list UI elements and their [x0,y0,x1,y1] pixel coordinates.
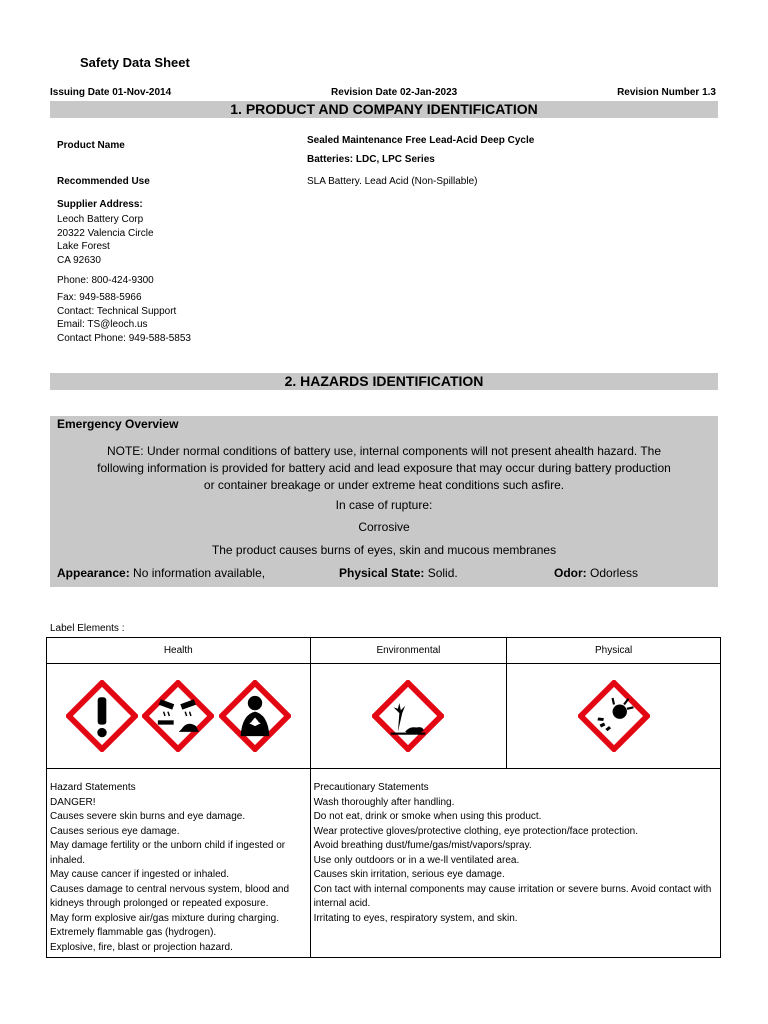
emergency-overview-title: Emergency Overview [57,417,179,431]
hazard-statement: May cause cancer if ingested or inhaled. [50,869,229,880]
contact-line: Fax: 949-588-5966 [57,292,142,303]
contact-line: Email: TS@leoch.us [57,319,148,331]
environmental-pictograms [310,664,507,769]
health-hazard-icon [219,680,291,752]
section2-heading: 2. HAZARDS IDENTIFICATION [50,373,718,390]
recommended-use-value: SLA Battery. Lead Acid (Non-Spillable) [307,176,478,187]
environmental-column-header: Environmental [310,638,507,664]
odor [554,566,638,580]
supplier-line: CA 92630 [57,254,101,266]
supplier-line: Lake Forest [57,241,110,253]
odor-value: Odorless [586,566,639,580]
hazard-statement: May form explosive air/gas mixture during charging. [50,912,279,924]
revision-number: Revision Number 1.3 [617,87,716,98]
precautionary-statement: Do not eat, drink or smoke when using this product. [313,811,542,822]
note-line: or container breakage or under extreme heat conditions such asfire. [203,478,565,492]
product-name-line2: Batteries: LDC, LPC Series [307,154,435,165]
supplier-phone: Phone: 800-424-9300 [57,275,154,286]
contact-line: Contact: Technical Support [57,305,177,317]
corrosive-text: Corrosive [358,520,410,534]
revision-date: Revision Date 02-Jan-2023 [331,87,458,98]
product-name-value [307,131,534,169]
hazard-statement: Causes damage to central nervous system, blood and kidneys through prolonged or repeated exposure. [50,883,290,909]
section1-heading: 1. PRODUCT AND COMPANY IDENTIFICATION [50,101,718,118]
physical-state-label: Physical State: [339,566,425,580]
health-column-header: Health [47,638,311,664]
appearance-label: Appearance: [57,566,130,580]
physical-column-header: Physical [507,638,721,664]
note-line: following information is provided for battery acid and lead exposure that may occur during battery production [97,461,671,475]
physical-state [339,566,458,580]
appearance [57,566,265,580]
rupture-text: In case of rupture: [335,498,433,512]
precautionary-statement: Avoid breathing dust/fume/gas/mist/vapors/spray. [313,840,532,851]
exclamation-mark-icon [66,680,138,752]
environment-icon [372,680,444,752]
precautionary-statement: Wear protective gloves/protective clothing, eye protection/face protection. [313,825,638,837]
hazard-statement: Causes severe skin burns and eye damage. [50,811,246,822]
hazard-statement: May damage fertility or the unborn child if ingested or inhaled. [50,840,286,866]
precautionary-statement: Use only outdoors or in a we-ll ventilated area. [313,854,520,866]
hazard-statements [47,769,311,958]
supplier-contacts [57,291,191,345]
exploding-bomb-icon [578,680,650,752]
precautionary-statement: Con tact with internal components may cause irritation or severe burns. Avoid contact with internal acid. [313,883,712,909]
hazard-statement: Causes serious eye damage. [50,825,180,837]
supplier-address-label: Supplier Address: [57,199,143,210]
precautionary-statement: Precautionary Statements [313,782,429,793]
precautionary-statement: Wash thoroughly after handling. [313,796,455,808]
hazard-statement: Extremely flammable gas (hydrogen). [50,927,217,938]
supplier-address [57,213,154,267]
label-elements-heading: Label Elements : [50,623,125,634]
revision-header [50,87,716,98]
product-name-label: Product Name [57,140,125,151]
note-line: NOTE: Under normal conditions of battery use, internal components will not present ahealth hazard. The [106,444,662,458]
precautionary-statement: Causes skin irritation, serious eye damage. [313,869,505,880]
product-name-line1: Sealed Maintenance Free Lead-Acid Deep Cycle [307,135,535,146]
corrosion-icon [142,680,214,752]
contact-line: Contact Phone: 949-588-5853 [57,332,191,344]
hazard-statement: DANGER! [50,796,96,808]
physical-state-value: Solid. [424,566,458,580]
note-text [50,443,718,494]
supplier-line: Leoch Battery Corp [57,214,144,225]
physical-pictograms [507,664,721,769]
document-title: Safety Data Sheet [80,55,190,70]
odor-label: Odor: [554,566,587,580]
hazard-statement: Explosive, fire, blast or projection hazard. [50,941,233,953]
supplier-line: 20322 Valencia Circle [57,227,154,239]
issuing-date: Issuing Date 01-Nov-2014 [50,87,172,98]
hazard-statement: Hazard Statements [50,782,136,793]
hazard-table [46,637,721,958]
recommended-use-label: Recommended Use [57,176,150,187]
precautionary-statement: Irritating to eyes, respiratory system, and skin. [313,912,518,924]
precautionary-statements [310,769,720,958]
appearance-value: No information available, [129,566,266,580]
health-pictograms [47,664,311,769]
causes-text: The product causes burns of eyes, skin and mucous membranes [211,543,557,557]
